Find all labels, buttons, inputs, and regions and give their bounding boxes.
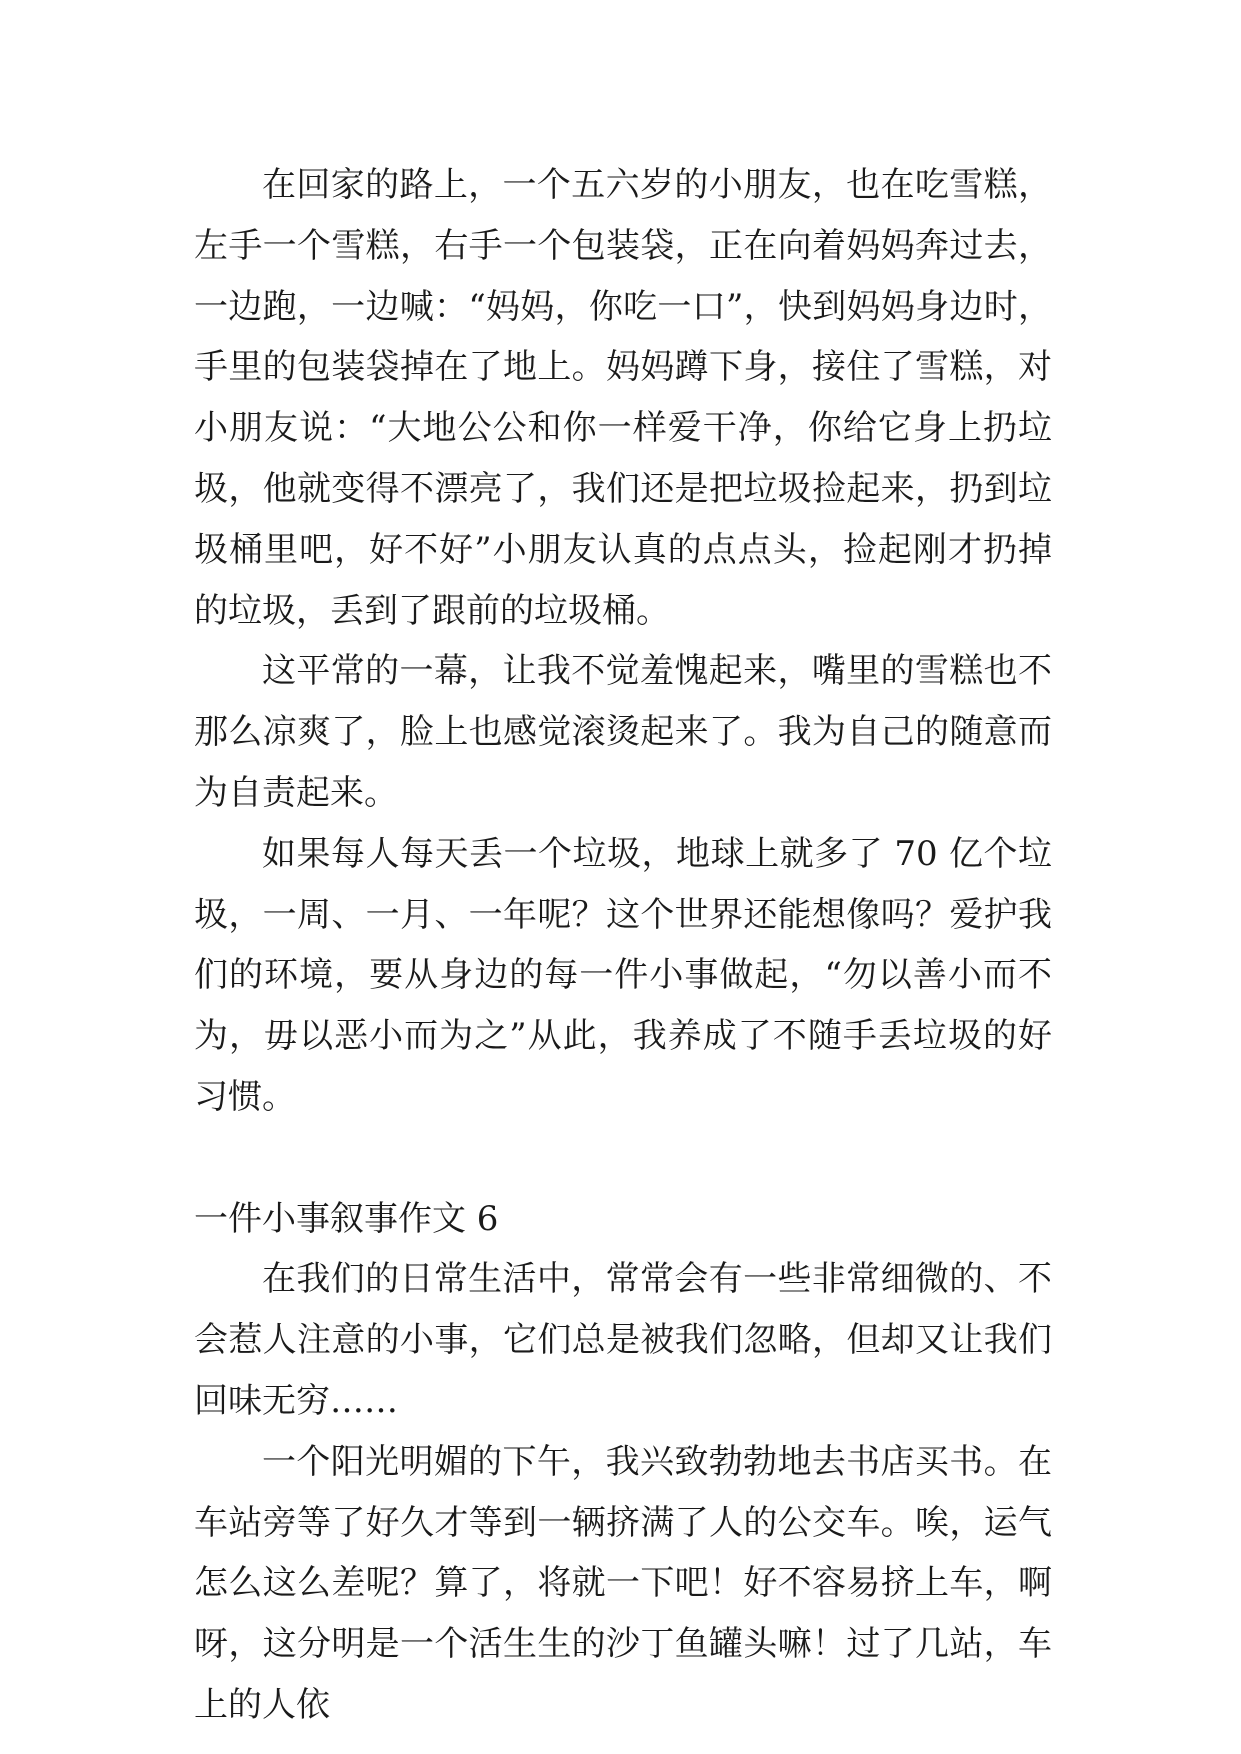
paragraph: 这平常的一幕，让我不觉羞愧起来，嘴里的雪糕也不那么凉爽了，脸上也感觉滚烫起来了。我为自己的随意而为自责起来。 bbox=[194, 651, 1052, 813]
paragraph: 如果每人每天丢一个垃圾，地球上就多了 70 亿个垃圾，一周、一月、一年呢？这个世界还能想像吗？爱护我们的环境，要从身边的每一件小事做起，“勿以善小而不为，毋以恶小而为之”从此，我养成了不随手丢垃圾的好习惯。 bbox=[194, 833, 1052, 1117]
document-body bbox=[194, 155, 1052, 1736]
paragraph: 在回家的路上，一个五六岁的小朋友，也在吃雪糕，左手一个雪糕，右手一个包装袋，正在向着妈妈奔过去，一边跑，一边喊：“妈妈，你吃一口”，快到妈妈身边时，手里的包装袋掉在了地上。妈妈蹲下身，接住了雪糕，对小朋友说：“大地公公和你一样爱干净，你给它身上扔垃圾，他就变得不漂亮了，我们还是把垃圾捡起来，扔到垃圾桶里吧，好不好”小朋友认真的点点头，捡起刚才扔掉的垃圾，丢到了跟前的垃圾桶。 bbox=[194, 165, 1052, 631]
paragraph: 一个阳光明媚的下午，我兴致勃勃地去书店买书。在车站旁等了好久才等到一辆挤满了人的公交车。唉，运气怎么这么差呢？算了，将就一下吧！好不容易挤上车，啊呀，这分明是一个活生生的沙丁鱼罐头嘛！过了几站，车上的人依 bbox=[194, 1441, 1052, 1725]
section-spacer bbox=[194, 1128, 1052, 1189]
paragraph: 在我们的日常生活中，常常会有一些非常细微的、不会惹人注意的小事，它们总是被我们忽略，但却又让我们回味无穷…… bbox=[194, 1259, 1052, 1421]
section-title: 一件小事叙事作文 6 bbox=[194, 1198, 499, 1239]
